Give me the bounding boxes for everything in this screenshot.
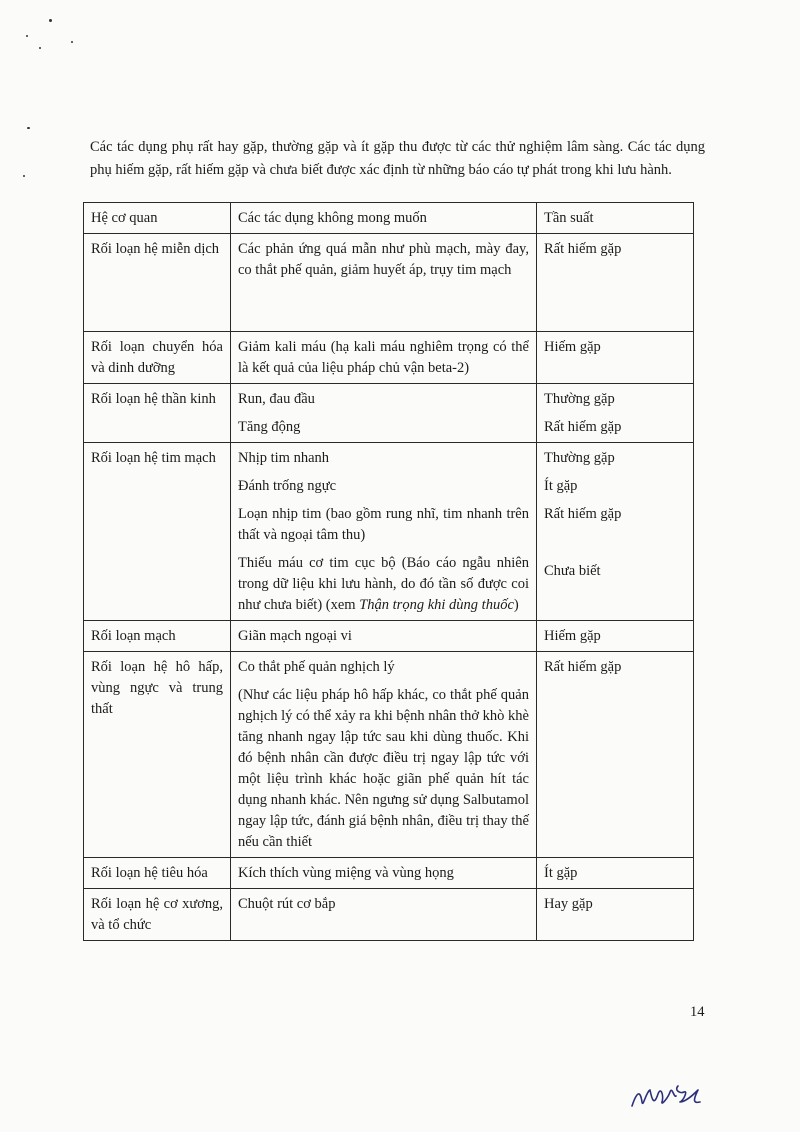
adverse-effect: Giãn mạch ngoại vi: [238, 628, 352, 644]
organ-system-cell: Rối loạn hệ cơ xương, và tổ chức: [84, 889, 231, 941]
scan-speck: [26, 35, 28, 37]
table-row: [84, 621, 694, 652]
adverse-effect: Co thắt phế quản nghịch lý: [238, 659, 395, 675]
adverse-effect: [238, 553, 529, 616]
frequency-cell: [537, 889, 694, 941]
adverse-effect-cell: [231, 621, 537, 652]
scan-speck: [71, 41, 73, 43]
organ-system-cell: Rối loạn hệ tim mạch: [84, 443, 231, 621]
adverse-effect: Run, đau đầu: [238, 391, 315, 407]
header-adverse-effects: Các tác dụng không mong muốn: [231, 203, 537, 234]
adverse-effect: Các phản ứng quá mẫn như phù mạch, mày đay, co thắt phế quản, giảm huyết áp, trụy tim mạch: [238, 241, 529, 278]
table-row: [84, 858, 694, 889]
scan-speck: [39, 47, 41, 49]
adverse-effect: Đánh trống ngực: [238, 478, 337, 494]
organ-system-cell: Rối loạn chuyển hóa và dinh dưỡng: [84, 332, 231, 384]
adverse-effect: Tăng động: [238, 419, 301, 435]
scan-speck: [49, 19, 52, 22]
frequency: Thường gặp: [544, 450, 615, 466]
adverse-effect-cell: [231, 384, 537, 443]
organ-system-cell: Rối loạn mạch: [84, 621, 231, 652]
adverse-effect-cell: [231, 443, 537, 621]
adverse-effect-note: (Như các liệu pháp hô hấp khác, co thắt phế quản nghịch lý có thể xảy ra khi bệnh nhân thở khò khè tăng nhanh ngay lập tức sau khi dùng thuốc. Khi đó bệnh nhân cần được điều trị ngay lập tức với một liệu trình khác hoặc giãn phế quản hít tác dụng nhanh khác. Nên ngưng sử dụng Salbutamol ngay lập tức, đánh giá bệnh nhân, điều trị thay thế nếu cần thiết: [238, 687, 529, 850]
frequency-cell: [537, 652, 694, 858]
page-number: 14: [690, 1004, 705, 1020]
cross-reference-close: ): [513, 597, 519, 613]
adverse-effect-cell: [231, 234, 537, 332]
organ-system-cell: Rối loạn hệ miễn dịch: [84, 234, 231, 332]
adverse-effect: Loạn nhịp tim (bao gồm rung nhĩ, tim nhanh trên thất và ngoại tâm thu): [238, 506, 529, 543]
table-row: [84, 234, 694, 332]
frequency: Hay gặp: [544, 896, 593, 912]
frequency: Rất hiếm gặp: [544, 419, 622, 435]
adverse-effect-cell: [231, 652, 537, 858]
table-header-row: [84, 203, 694, 234]
handwritten-signature-icon: [628, 1072, 708, 1116]
frequency: Hiếm gặp: [544, 339, 601, 355]
table-row: [84, 384, 694, 443]
frequency-cell: [537, 443, 694, 621]
frequency: Ít gặp: [544, 478, 578, 494]
organ-system-cell: Rối loạn hệ thần kinh: [84, 384, 231, 443]
adverse-effects-table: [83, 202, 694, 941]
adverse-effect: Nhịp tim nhanh: [238, 450, 330, 466]
frequency-cell: [537, 858, 694, 889]
intro-paragraph: Các tác dụng phụ rất hay gặp, thường gặp và ít gặp thu được từ các thử nghiệm lâm sàng. Các tác dụng phụ hiếm gặp, rất hiếm gặp và chưa biết được xác định từ những báo cáo tự phát trong khi lưu hành.: [90, 139, 705, 178]
adverse-effect: Giảm kali máu (hạ kali máu nghiêm trọng có thể là kết quả của liệu pháp chủ vận beta-2): [238, 339, 529, 376]
adverse-effect: Chuột rút cơ bắp: [238, 896, 336, 912]
frequency-cell: [537, 384, 694, 443]
frequency: Rất hiếm gặp: [544, 241, 622, 257]
header-organ-system: Hệ cơ quan: [84, 203, 231, 234]
table-row: [84, 889, 694, 941]
frequency: Hiếm gặp: [544, 628, 601, 644]
table-row: [84, 332, 694, 384]
cross-reference-link-text: Thận trọng khi dùng thuốc: [359, 597, 514, 613]
table-row: [84, 652, 694, 858]
adverse-effect-cell: [231, 889, 537, 941]
frequency: Rất hiếm gặp: [544, 506, 622, 522]
adverse-effect-text: Thiếu máu cơ tim cục bộ (Báo cáo ngẫu nhiên trong dữ liệu khi lưu hành, do đó tần số được coi như chưa biết) (xem: [238, 555, 529, 613]
frequency: Rất hiếm gặp: [544, 659, 622, 675]
frequency: Chưa biết: [544, 563, 601, 579]
adverse-effect: Kích thích vùng miệng và vùng họng: [238, 865, 454, 881]
frequency: Thường gặp: [544, 391, 615, 407]
scan-speck: [23, 175, 25, 177]
frequency-cell: [537, 332, 694, 384]
table-row: [84, 443, 694, 621]
organ-system-cell: Rối loạn hệ hô hấp, vùng ngực và trung thất: [84, 652, 231, 858]
frequency-cell: [537, 234, 694, 332]
scan-speck: [27, 127, 30, 129]
adverse-effect-cell: [231, 332, 537, 384]
frequency-cell: [537, 621, 694, 652]
frequency: Ít gặp: [544, 865, 578, 881]
header-frequency: Tần suất: [537, 203, 694, 234]
adverse-effect-cell: [231, 858, 537, 889]
organ-system-cell: Rối loạn hệ tiêu hóa: [84, 858, 231, 889]
